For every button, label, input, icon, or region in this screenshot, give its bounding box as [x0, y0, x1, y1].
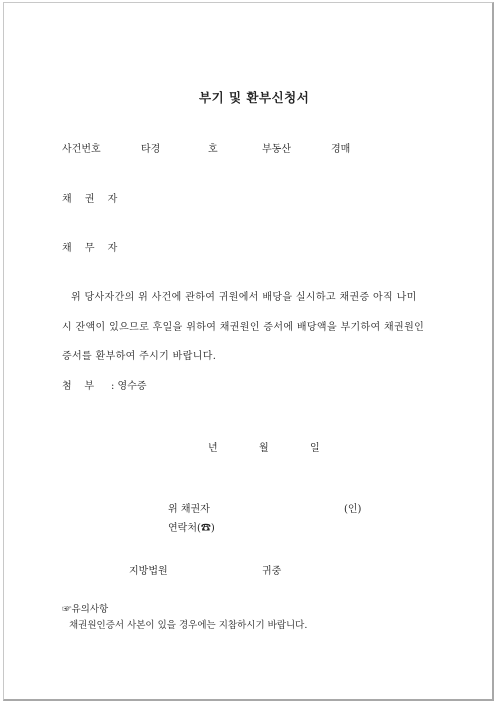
creditor-label: 채 권 자	[62, 194, 123, 205]
notes-heading: ☞유의사항	[62, 604, 109, 615]
document-title: 부기 및 환부신청서	[199, 90, 310, 105]
attachment-label: 첨 부	[62, 381, 95, 392]
addressee-suffix: 귀중	[262, 566, 282, 577]
case-type: 부동산	[262, 144, 291, 155]
seal-mark: (인)	[344, 504, 362, 515]
signature-label: 위 채권자	[168, 504, 210, 515]
body-line-3: 증서를 환부하여 주시기 바랍니다.	[62, 351, 217, 362]
date-month: 월	[259, 443, 269, 454]
contact-label: 연락처(☎)	[168, 523, 215, 534]
case-number-label: 사건번호	[62, 144, 101, 155]
notes-item: 채권원인증서 사본이 있을 경우에는 지참하시기 바랍니다.	[69, 620, 308, 631]
date-year: 년	[208, 443, 218, 454]
case-number-unit: 호	[208, 144, 218, 155]
debtor-label: 채 무 자	[62, 243, 123, 254]
date-day: 일	[310, 443, 320, 454]
body-line-2: 시 잔액이 있으므로 후일을 위하여 채권원인 증서에 배당액을 부기하여 채권원인	[62, 322, 425, 333]
body-line-1: 위 당사자간의 위 사건에 관하여 귀원에서 배당을 실시하고 채권증 아직 나미	[71, 292, 417, 303]
court-name: 지방법원	[129, 566, 168, 577]
case-type-auction: 경매	[331, 144, 351, 155]
attachment-value: : 영수증	[111, 381, 147, 392]
case-court-code: 타경	[141, 144, 161, 155]
document-page	[3, 2, 494, 701]
